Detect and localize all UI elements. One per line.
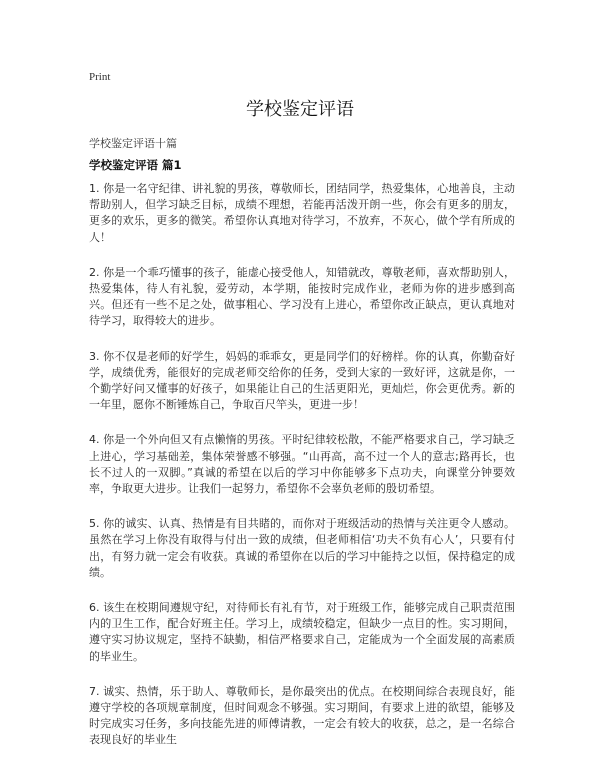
print-link[interactable]: Print bbox=[89, 71, 111, 83]
document-title: 学校鉴定评语 bbox=[246, 99, 354, 120]
document-subtitle: 学校鉴定评语十篇 bbox=[89, 137, 177, 150]
comment-paragraph-3: 3. 你不仅是老师的好学生，妈妈的乖乖女，更是同学们的好榜样。你的认真，你勤奋好学，成绩优秀，能很好的完成老师交给你的任务，受到大家的一致好评，这就是你，一个勤学好问又懂事的好孩子，如果能让自己的生活更阳光，更灿烂，你会更优秀。新的一年里，愿你不断锤炼自己，争取百尺竿头，更进一步！ bbox=[89, 349, 515, 412]
comment-paragraph-7: 7. 诚实、热情，乐于助人、尊敬师长，是你最突出的优点。在校期间综合表现良好，能遵守学校的各项规章制度，但时间观念不够强。实习期间，有要求上进的欲望，能够及时完成实习任务，多向技能先进的师傅请教，一定会有较大的收获，总之，是一名综合表现良好的毕业生 bbox=[89, 684, 515, 747]
comment-paragraph-2: 2. 你是一个乖巧懂事的孩子，能虚心接受他人，知错就改，尊敬老师，喜欢帮助别人，热爱集体，待人有礼貌，爱劳动，本学期，能按时完成作业，老师为你的进步感到高兴。但还有一些不足之处，做事粗心、学习没有上进心，希望你改正缺点，更认真地对待学习，取得较大的进步。 bbox=[89, 265, 515, 328]
comment-paragraph-4: 4. 你是一个外向但又有点懒惰的男孩。平时纪律较松散，不能严格要求自己，学习缺乏上进心，学习基础差，集体荣誉感不够强。“山再高，高不过一个人的意志;路再长，也长不过人的一双脚。”真诚的希望在以后的学习中你能够多下点功夫，向课堂分钟要效率，争取更大进步。让我们一起努力，希望你不会辜负老师的殷切希望。 bbox=[89, 433, 515, 496]
section-heading: 学校鉴定评语 篇1 bbox=[89, 158, 182, 172]
comment-paragraph-5: 5. 你的诚实、认真、热情是有目共睹的，而你对于班级活动的热情与关注更令人感动。虽然在学习上你没有取得与付出一致的成绩，但老师相信‘功夫不负有心人’，只要有付出，有努力就一定会有收获。真诚的希望你在以后的学习中能持之以恒，保持稳定的成绩。 bbox=[89, 517, 515, 579]
document-body bbox=[89, 181, 515, 768]
comment-paragraph-6: 6. 该生在校期间遵规守纪，对待师长有礼有节，对于班级工作，能够完成自己职责范围内的卫生工作，配合好班主任。学习上，成绩较稳定，但缺少一点目的性。实习期间，遵守实习协议规定，坚持不缺勤，相信严格要求自己，定能成为一个全面发展的高素质的毕业生。 bbox=[89, 601, 515, 663]
comment-paragraph-1: 1. 你是一名守纪律、讲礼貌的男孩，尊敬师长，团结同学，热爱集体，心地善良，主动帮助别人，但学习缺乏目标，成绩不理想，若能再活泼开朗一些，你会有更多的朋友，更多的欢乐，更多的微笑。希望你认真地对待学习，不放弃，不灰心，做个学有所成的人！ bbox=[89, 182, 515, 244]
